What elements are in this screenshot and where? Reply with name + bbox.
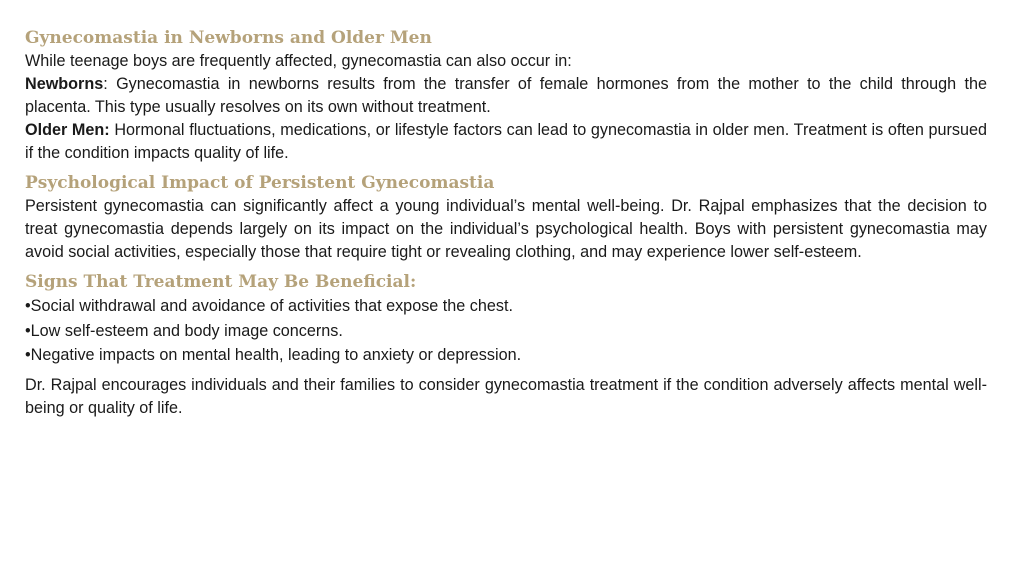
- heading-newborns-older-men: Gynecomastia in Newborns and Older Men: [25, 28, 432, 48]
- heading-signs-treatment: Signs That Treatment May Be Beneficial:: [25, 272, 417, 292]
- closing-paragraph: Dr. Rajpal encourages individuals and their families to consider gynecomastia treatment if the condition adversely affects mental well-being or quality of life.: [25, 375, 987, 417]
- older-men-label: Older Men:: [25, 121, 110, 139]
- list-item: •Negative impacts on mental health, leading to anxiety or depression.: [25, 346, 522, 364]
- older-men-text: Hormonal fluctuations, medications, or lifestyle factors can lead to gynecomastia in older men. Treatment is often pursued if the condition impacts quality of life.: [25, 121, 987, 162]
- newborns-text: : Gynecomastia in newborns results from the transfer of female hormones from the mother to the child through the placenta. This type usually resolves on its own without treatment.: [25, 75, 987, 116]
- psychological-paragraph: Persistent gynecomastia can significantly affect a young individual’s mental well-being. Dr. Rajpal emphasizes that the decision to treat gynecomastia depends largely on its impact on the individual’s psychological health. Boys with persistent gynecomastia may avoid social activities, especially those that require tight or revealing clothing, and may experience lower self-esteem.: [25, 197, 987, 261]
- newborns-label: Newborns: [25, 75, 104, 93]
- older-men-paragraph: [25, 119, 987, 165]
- slide-content: [25, 26, 987, 420]
- heading-psychological-impact: Psychological Impact of Persistent Gynecomastia: [25, 173, 495, 193]
- signs-list: [25, 294, 987, 368]
- intro-paragraph: While teenage boys are frequently affected, gynecomastia can also occur in:: [25, 52, 572, 70]
- list-item: •Low self-esteem and body image concerns.: [25, 321, 343, 340]
- list-item: •Social withdrawal and avoidance of activities that expose the chest.: [25, 297, 513, 315]
- newborns-paragraph: [25, 73, 987, 119]
